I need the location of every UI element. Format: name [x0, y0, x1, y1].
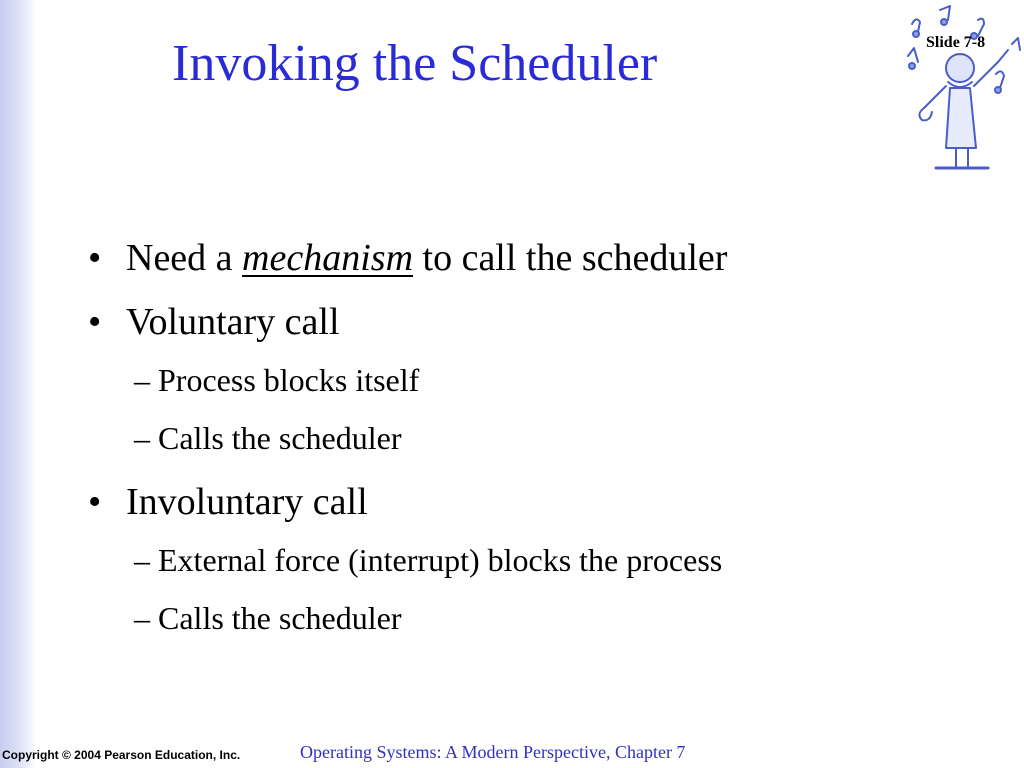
sub-bullet-item: [134, 600, 401, 637]
bullet-marker: •: [88, 237, 102, 279]
sub-bullet-item: [134, 542, 722, 579]
sub-bullet-item: [134, 362, 419, 399]
sub-bullet-item: [134, 420, 401, 457]
bullet-text: to call the scheduler: [413, 237, 728, 279]
slide-title: Invoking the Scheduler: [172, 35, 658, 92]
sub-bullet-text: Calls the scheduler: [158, 420, 402, 456]
copyright-notice: Copyright © 2004 Pearson Education, Inc.: [2, 748, 241, 762]
bullet-marker: •: [88, 481, 102, 523]
course-footer: Operating Systems: A Modern Perspective, Chapter 7: [300, 742, 686, 762]
emphasized-term: mechanism: [242, 237, 414, 279]
sub-bullet-text: Calls the scheduler: [158, 600, 402, 636]
sub-bullet-marker: –: [134, 542, 150, 578]
bullet-marker: •: [88, 301, 102, 343]
sub-bullet-marker: –: [134, 420, 150, 456]
sub-bullet-text: Process blocks itself: [158, 362, 420, 398]
sub-bullet-marker: –: [134, 600, 150, 636]
bullet-text: Need a: [126, 237, 243, 279]
bullet-text: Involuntary call: [126, 481, 368, 523]
bullet-text: Voluntary call: [126, 301, 340, 343]
sub-bullet-text: External force (interrupt) blocks the process: [158, 542, 723, 578]
slide-number: Slide 7-8: [926, 34, 986, 51]
sub-bullet-marker: –: [134, 362, 150, 398]
bullet-item: [88, 236, 727, 280]
bullet-item: [88, 300, 340, 344]
bullet-item: [88, 480, 368, 524]
